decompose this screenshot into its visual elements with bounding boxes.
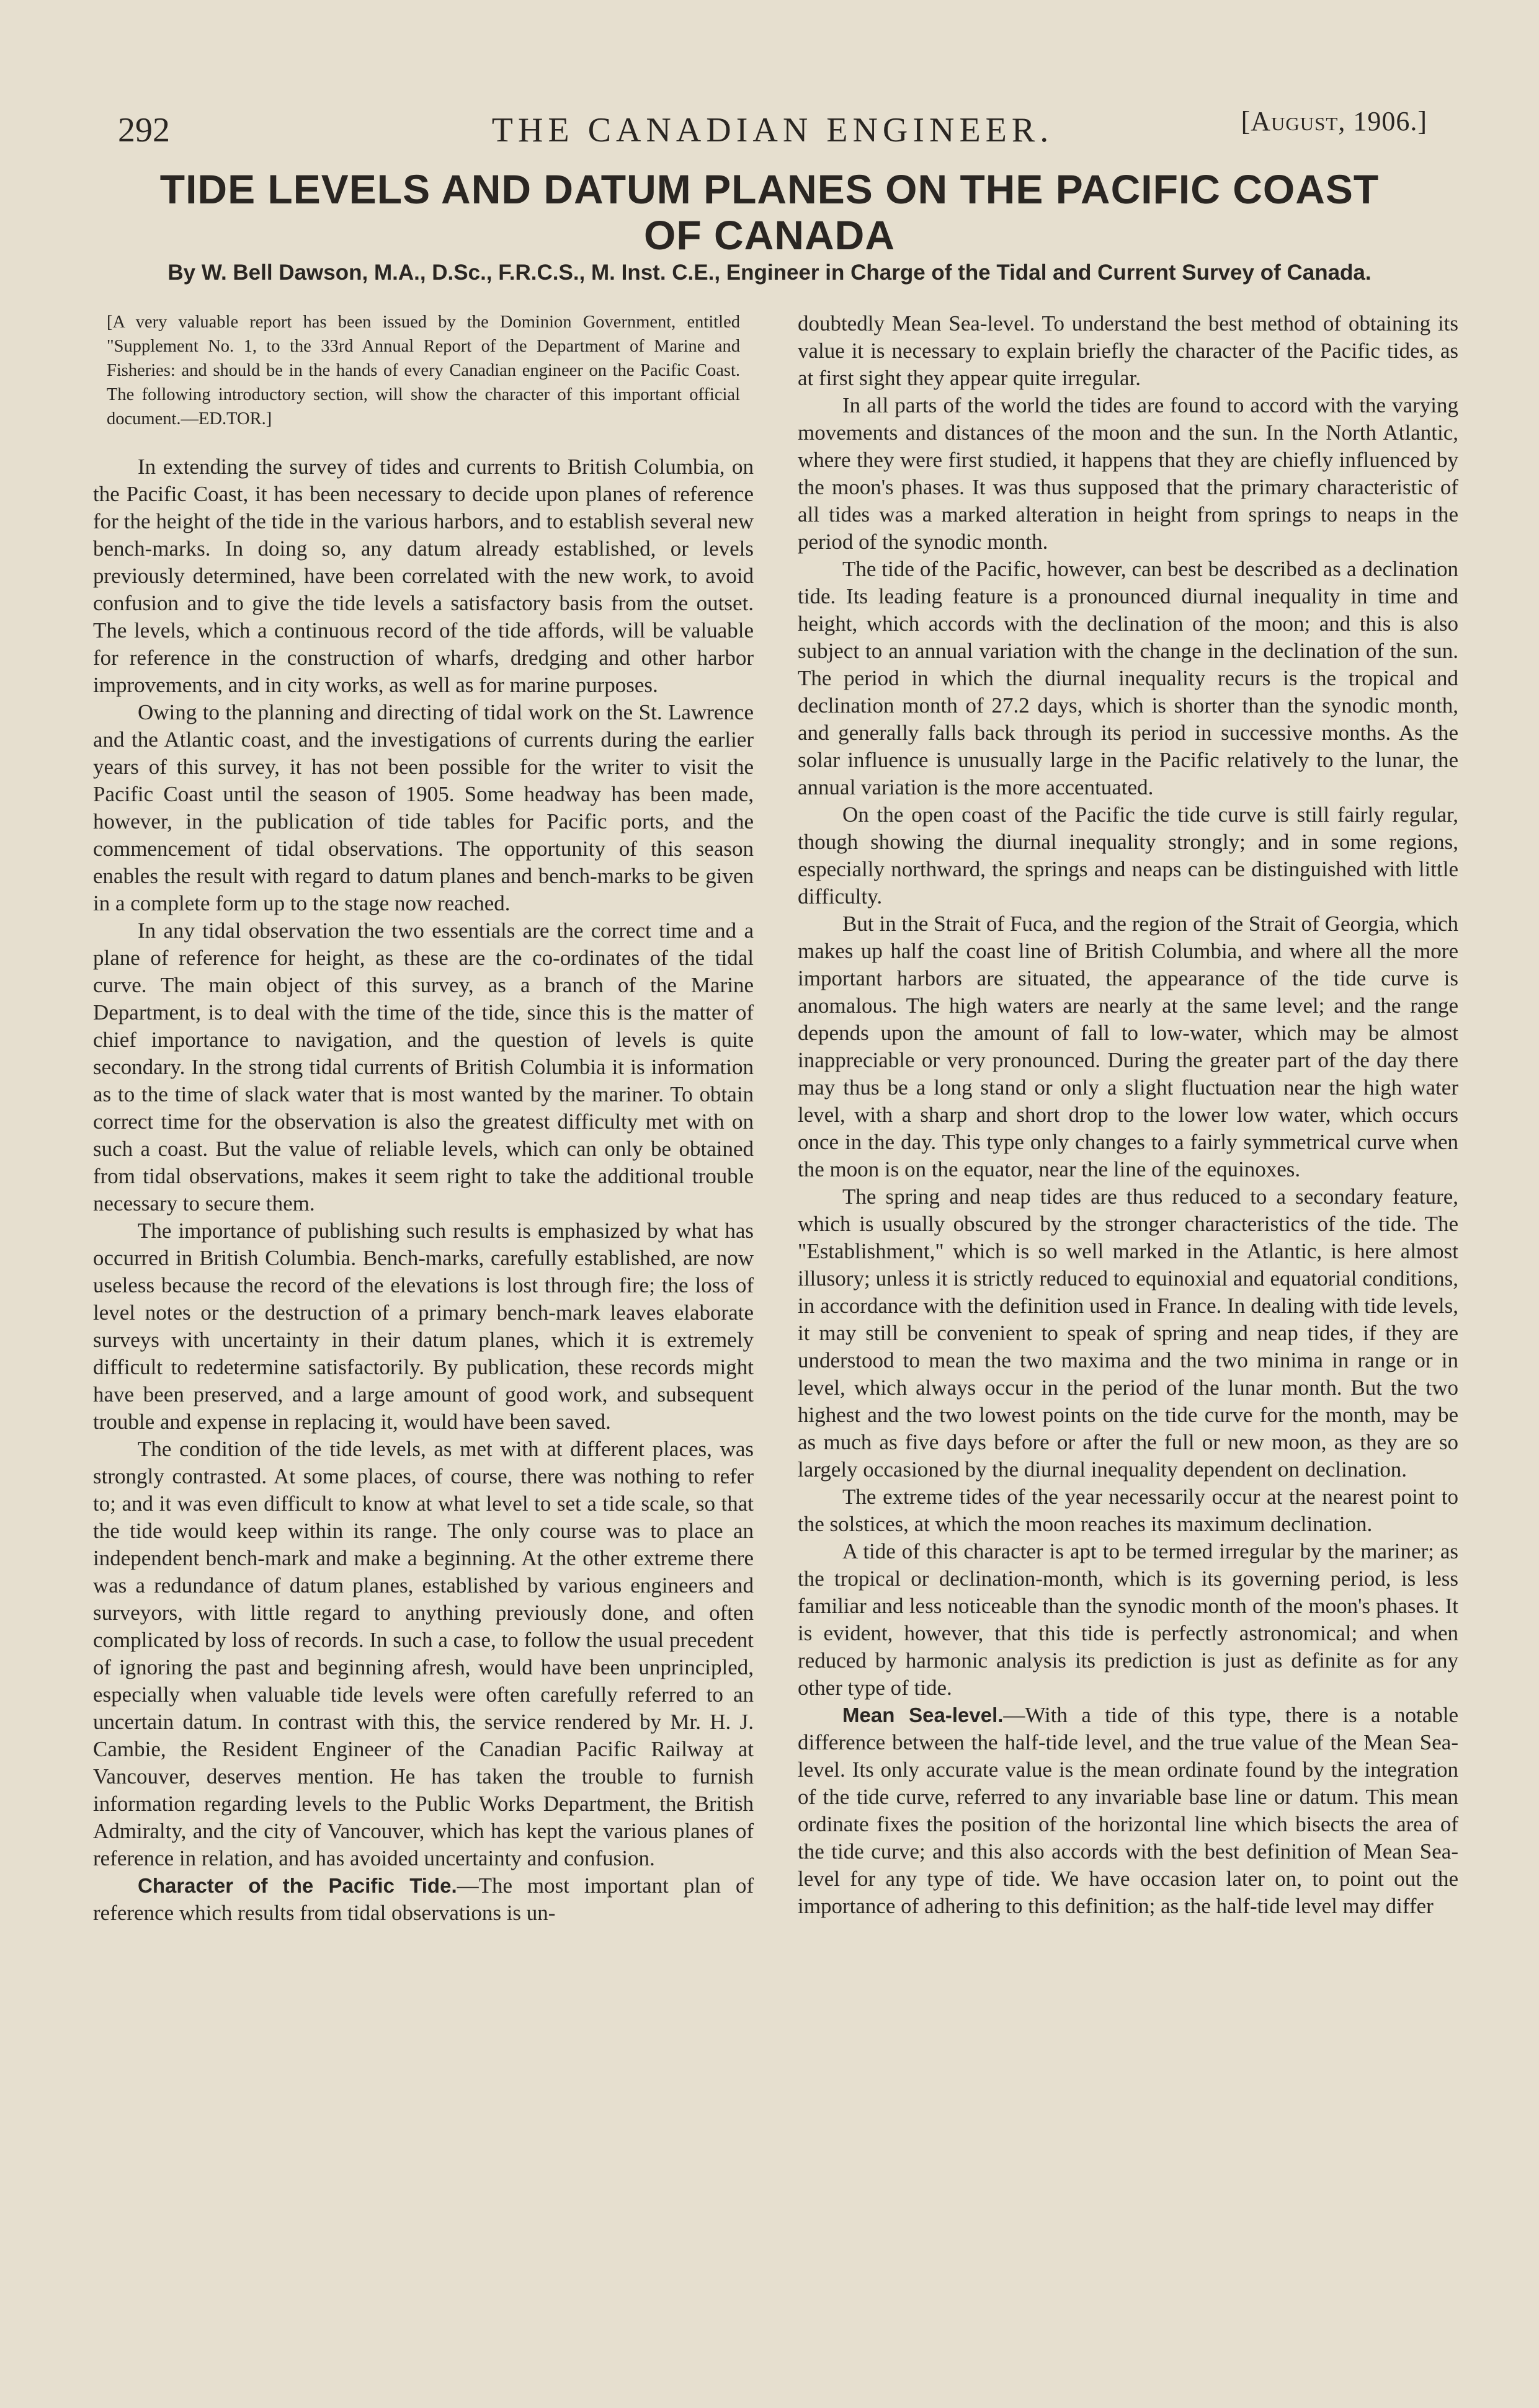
paragraph-continued: doubtedly Mean Sea-level. To understand the best method of obtaining its value it is necessary to explain briefly the character of the Pacific tides, as at first sight they appear quite irregular.: [798, 311, 1458, 390]
paragraph-text: —The most important plan of reference which results from tidal observations is un-: [93, 1873, 754, 1925]
page-number: 292: [118, 111, 170, 149]
paragraph-mean-sea-level: [798, 1702, 1458, 1920]
paragraph: A tide of this character is apt to be termed irregular by the mariner; as the tropical or declination-month, which is its governing period, is less familiar and less noticeable than the synodic month of the moon's phases. It is evident, however, that this tide is perfectly astronomical; and when reduced by harmonic analysis its prediction is just as definite as for any other type of tide.: [798, 1539, 1458, 1700]
paragraph: The condition of the tide levels, as met with at different places, was strongly contrasted. At some places, of course, there was nothing to refer to; and it was even difficult to know at what level to set a tide scale, so that the tide would keep within its range. The only course was to place an independent bench-mark and make a beginning. At the other extreme there was a redundance of datum planes, established by various engineers and surveyors, with little regard to anything previously done, and often complicated by loss of records. In such a case, to follow the usual precedent of ignoring the past and beginning afresh, would have been unprincipled, especially when valuable tide levels were often carefully referred to an uncertain datum. In contrast with this, the service rendered by Mr. H. J. Cambie, the Resident Engineer of the Canadian Pacific Railway at Vancouver, deserves mention. He has taken the trouble to furnish information regarding levels to the Public Works Department, the British Admiralty, and the city of Vancouver, which has kept the various planes of reference in relation, and has avoided uncertainty and confusion.: [93, 1437, 754, 1870]
paragraph: On the open coast of the Pacific the tide curve is still fairly regular, though showing the diurnal inequality strongly; and in some regions, especially northward, the springs and neaps can be distinguished with little difficulty.: [798, 802, 1458, 909]
paragraph-text: —With a tide of this type, there is a notable difference between the half-tide level, and the true value of the Mean Sea-level. Its only accurate value is the mean ordinate found by the integration of the tide curve, referred to any invariable base line or datum. This mean ordinate fixes the position of the horizontal line which bisects the area of the tide curve; and this also accords with the best definition of Mean Sea-level for any type of tide. We have occasion later on, to point out the importance of adhering to this definition; as the half-tide level may differ: [798, 1703, 1458, 1918]
article-title: TIDE LEVELS AND DATUM PLANES ON THE PACIFIC COAST OF CANADA: [159, 166, 1380, 258]
paragraph: The spring and neap tides are thus reduced to a secondary feature, which is usually obscured by the stronger characteristics of the tide. The "Establishment," which is so well marked in the Atlantic, is here almost illusory; unless it is strictly reduced to equinoxial and equatorial conditions, in accordance with the definition used in France. In dealing with tide levels, it may still be convenient to speak of spring and neap tides, if they are understood to mean the two maxima and the two minima in range or in level, which always occur in the period of the lunar month. But the two highest and the two lowest points on the tide curve for the month, may be as much as five days before or after the full or new moon, as they are so largely occasioned by the diurnal inequality dependent on declination.: [798, 1184, 1458, 1482]
paragraph-character-of-tide: [93, 1872, 754, 1927]
running-head: [118, 93, 1427, 149]
paragraph: But in the Strait of Fuca, and the region of the Strait of Georgia, which makes up half the coast line of British Columbia, and where all the more important harbors are situated, the appearance of the tide curve is anomalous. The high waters are nearly at the same level; and the range depends upon the amount of fall to low-water, which may be almost inappreciable or very pronounced. During the greater part of the day there may thus be a long stand or only a slight fluctuation near the high water level, with a sharp and short drop to the lower low water, which occurs once in the day. This type only changes to a fairly symmetrical curve when the moon is on the equator, near the line of the equinoxes.: [798, 912, 1458, 1181]
paragraph: The extreme tides of the year necessarily occur at the nearest point to the solstices, at which the moon reaches its maximum declination.: [798, 1485, 1458, 1536]
editor-note: [A very valuable report has been issued by the Dominion Government, entitled "Supplement No. 1, to the 33rd Annual Report of the Department of Marine and Fisheries: and should be in the hands of every Canadian engineer on the Pacific Coast. The following introductory section, will show the character of this important official document.—ED.TOR.]: [107, 313, 740, 429]
left-body: [93, 453, 754, 1927]
section-heading-mean-sea-level: Mean Sea-level.: [842, 1704, 1004, 1726]
byline: By W. Bell Dawson, M.A., D.Sc., F.R.C.S., M. Inst. C.E., Engineer in Charge of the Tidal and Current Survey of Canada.: [167, 260, 1372, 285]
journal-title: THE CANADIAN ENGINEER.: [491, 111, 1054, 149]
paragraph: The importance of publishing such results is emphasized by what has occurred in British Columbia. Bench-marks, carefully established, are now useless because the record of the elevations is lost through fire; the loss of level notes or the destruction of a primary bench-mark leaves elaborate surveys with uncertainty in their datum planes, which it is extremely difficult to redetermine satisfactorily. By publication, these records might have been preserved, and a large amount of good work, and subsequent trouble and expense in replacing it, would have been saved.: [93, 1219, 754, 1434]
section-heading-character: Character of the Pacific Tide.: [138, 1874, 457, 1897]
issue-date: [August, 1906.]: [1241, 106, 1427, 136]
column-left: [93, 310, 754, 1927]
paragraph: Owing to the planning and directing of tidal work on the St. Lawrence and the Atlantic coast, and the investigations of currents during the earlier years of this survey, it has not been possible for the writer to visit the Pacific Coast until the season of 1905. Some headway has been made, however, in the publication of tide tables for Pacific ports, and the commencement of tidal observations. The opportunity of this season enables the result with regard to datum planes and bench-marks to be given in a complete form up to the stage now reached.: [93, 700, 754, 915]
paragraph: The tide of the Pacific, however, can best be described as a declination tide. Its leading feature is a pronounced diurnal inequality in time and height, which accords with the declination of the moon; and this is also subject to an annual variation with the change in the declination of the sun. The period in which the diurnal inequality recurs is the tropical and declination month of 27.2 days, which is shorter than the synodic month, and generally falls back through its period in successive months. As the solar influence is unusually large in the Pacific relatively to the lunar, the annual variation is the more accentuated.: [798, 557, 1458, 799]
right-body: [798, 310, 1458, 1920]
column-right: [798, 310, 1458, 1920]
paragraph: In extending the survey of tides and currents to British Columbia, on the Pacific Coast, it has been necessary to decide upon planes of reference for the height of the tide in the various harbors, and to establish several new bench-marks. In doing so, any datum already established, or levels previously determined, have been correlated with the new work, to avoid confusion and to give the tide levels a satisfactory basis from the outset. The levels, which a continuous record of the tide affords, will be valuable for reference in the construction of wharfs, dredging and other harbor improvements, and in city works, as well as for marine purposes.: [93, 455, 754, 697]
paragraph: In any tidal observation the two essentials are the correct time and a plane of reference for height, as these are the co-ordinates of the tidal curve. The main object of this survey, as a branch of the Marine Department, is to deal with the time of the tide, since this is the matter of chief importance to navigation, and the question of levels is quite secondary. In the strong tidal currents of British Columbia it is information as to the time of slack water that is most wanted by the mariner. To obtain correct time for the observation is also the greatest difficulty met with on such a coast. But the value of reliable levels, which can only be obtained from tidal observations, makes it seem right to take the additional trouble necessary to secure them.: [93, 918, 754, 1215]
paragraph: In all parts of the world the tides are found to accord with the varying movements and distances of the moon and the sun. In the North Atlantic, where they were first studied, it happens that they are chiefly influenced by the moon's phases. It was thus supposed that the primary characteristic of all tides was a marked alteration in height from springs to neaps in the period of the synodic month.: [798, 393, 1458, 554]
